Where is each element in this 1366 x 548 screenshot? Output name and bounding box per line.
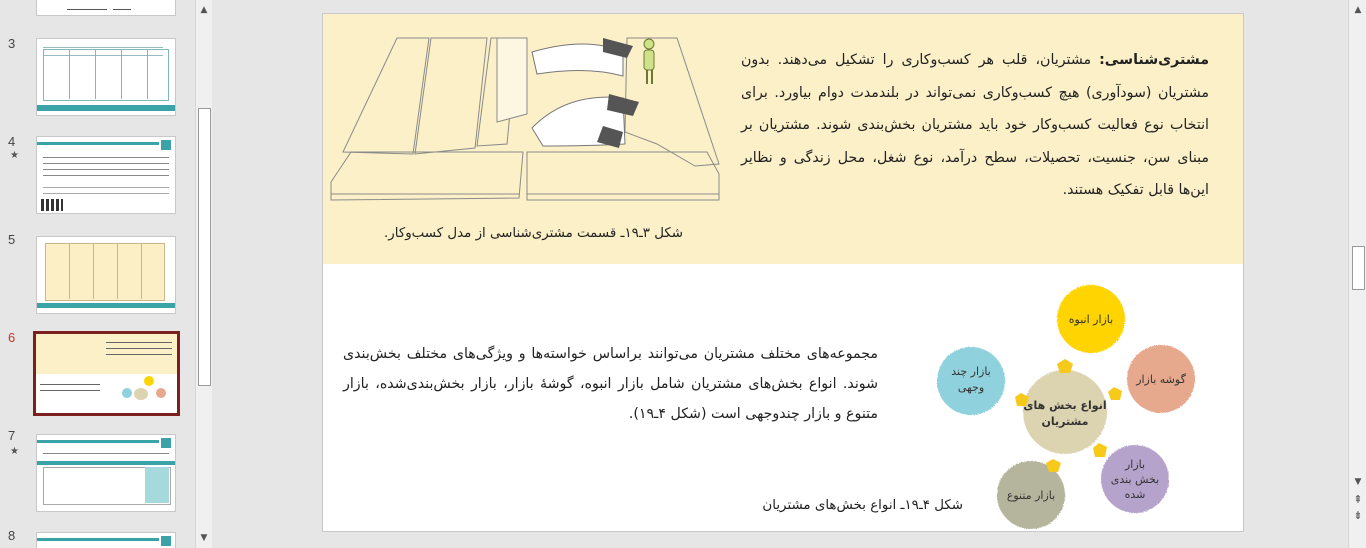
slide-animation-star-4: ★ — [10, 150, 19, 161]
customer-section-panel — [323, 14, 1243, 264]
slide-number-5: 5 — [8, 232, 16, 247]
slide-thumbnail-8[interactable] — [36, 532, 176, 548]
segment-diversified-label: بازار متنوع — [1006, 489, 1056, 502]
segment-multisided-label-2: وجهی — [957, 381, 985, 394]
previous-slide-icon[interactable]: ⇞ — [1350, 492, 1366, 508]
slide-thumbnail-6[interactable] — [33, 331, 180, 416]
slide-thumbnail-5[interactable] — [36, 236, 176, 314]
customer-segments-diagram — [923, 269, 1223, 529]
scroll-down-arrow-icon[interactable]: ▼ — [1350, 474, 1366, 490]
segment-segmented-label-3: شده — [1124, 488, 1146, 501]
slide-number-4: 4 — [8, 134, 16, 149]
segments-center-label-1: انواع بخش های — [1023, 399, 1107, 412]
segment-mass-label: بازار انبوه — [1068, 313, 1114, 326]
figure-3-caption: شکل ۳ـ۱۹ـ قسمت مشتری‌شناسی از مدل کسب‌وکار. — [384, 226, 683, 241]
slide-thumbnail-4[interactable] — [36, 136, 176, 214]
slide-number-8: 8 — [8, 528, 16, 543]
slide-thumbnail-pane — [0, 0, 212, 548]
segments-center-label-2: مشتریان — [1041, 415, 1089, 428]
segment-segmented-label-2: بخش بندی — [1110, 473, 1160, 486]
customer-knowledge-paragraph — [741, 44, 1209, 207]
thumbnail-scrollbar-thumb[interactable] — [198, 108, 211, 386]
customer-knowledge-term: مشتری‌شناسی: — [1099, 52, 1209, 68]
thumbnail-scrollbar[interactable] — [195, 0, 212, 548]
business-model-canvas-illustration — [327, 34, 722, 204]
segments-center-circle — [1023, 370, 1107, 454]
customer-knowledge-text: مشتریان، قلب هر کسب‌وکاری را تشکیل می‌دهند. بدون مشتریان (سودآوری) هیچ کسب‌وکاری نمی‌تواند در بلندمدت دوام بیاورد. برای انتخاب نوع فعالیت کسب‌وکار خود باید مشتریان بخش‌بندی شوند. مشتریان بر مبنای سن، جنسیت، تحصیلات، سطح درآمد، نوع شغل، محل زندگی و نظایر این‌ها قابل تفکیک هستند. — [741, 52, 1209, 198]
slide-thumbnail-7[interactable] — [36, 434, 176, 512]
slide-number-6: 6 — [8, 330, 16, 345]
slide-scrollbar[interactable] — [1348, 0, 1366, 548]
scroll-up-arrow-icon[interactable]: ▲ — [1350, 2, 1366, 18]
slide-number-7: 7 — [8, 428, 16, 443]
slide-animation-star-7: ★ — [10, 446, 19, 457]
slide-thumbnail-2[interactable] — [36, 0, 176, 16]
scroll-up-arrow-icon[interactable]: ▲ — [196, 2, 212, 18]
next-slide-icon[interactable]: ⇟ — [1350, 508, 1366, 524]
segment-niche-label: گوشه بازار — [1136, 373, 1186, 386]
slide-number-3: 3 — [8, 36, 16, 51]
slide-scrollbar-thumb[interactable] — [1352, 246, 1365, 290]
slide-canvas[interactable] — [322, 13, 1244, 532]
segments-paragraph: مجموعه‌های مختلف مشتریان می‌توانند براساس خواسته‌ها و ویژگی‌های مختلف بخش‌بندی شوند. انواع بخش‌های مشتریان شامل بازار انبوه، گوشهٔ بازار، بازار بخش‌بندی‌شده، بازار متنوع و بازار چندوجهی است (شکل ۴ـ۱۹). — [343, 346, 878, 422]
segment-multisided-label-1: بازار چند — [951, 365, 991, 378]
slide-thumbnail-3[interactable] — [36, 38, 176, 116]
segment-segmented-label-1: بازار — [1124, 458, 1146, 471]
figure-4-caption: شکل ۴ـ۱۹ـ انواع بخش‌های مشتریان — [762, 498, 963, 513]
scroll-down-arrow-icon[interactable]: ▼ — [196, 530, 212, 546]
